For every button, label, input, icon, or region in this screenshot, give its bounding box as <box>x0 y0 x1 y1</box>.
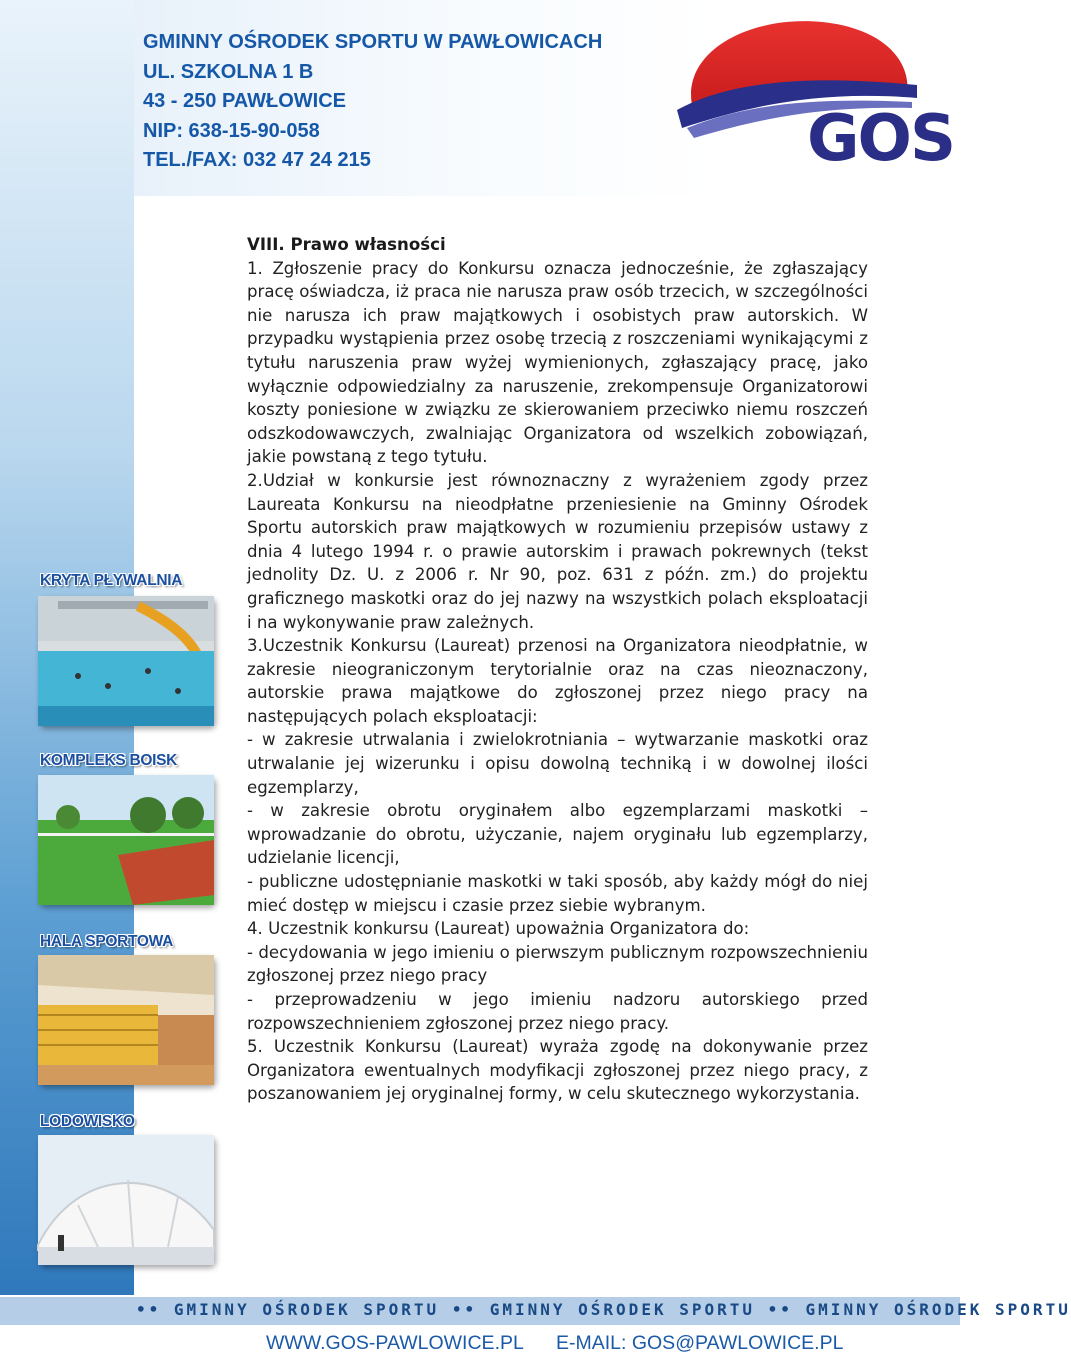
paragraph-3-item-1: - w zakresie utrwalania i zwielokrotniania – wytwarzanie maskotki oraz utrwalanie jej wizerunku i opisu dowolną techniką i w dowolnej ilości egzemplarzy, <box>247 730 868 797</box>
photo-kompleks-boisk <box>38 775 214 905</box>
paragraph-4-item-2: - przeprowadzeniu w jego imieniu nadzoru autorskiego przed rozpowszechnieniem zgłoszonej przez niego pracy. <box>247 990 868 1033</box>
org-nip: NIP: 638-15-90-058 <box>143 119 320 142</box>
logo-text: GOS <box>807 102 955 176</box>
org-city: 43 - 250 PAWŁOWICE <box>143 90 347 112</box>
caption-lodowisko: LODOWISKO <box>40 1113 135 1130</box>
paragraph-2: 2.Udział w konkursie jest równoznaczny z wyrażeniem zgody przez Laureata Konkursu na nieodpłatne przeniesienie na Gminny Ośrodek Sportu autorskich praw majątkowych w rozumieniu przepisów ustawy z dnia 4 lutego 1994 r. o prawie autorskim i prawach pokrewnych (tekst jednolity Dz. U. z 2006 r. Nr 90, poz. 631 z późn. zm.) do projektu graficznego maskotki oraz do jej nazwy na wszystkich polach eksploatacji i na wykonywanie praw zależnych. <box>247 470 868 632</box>
org-street: UL. SZKOLNA 1 B <box>143 60 314 83</box>
paragraph-3: 3.Uczestnik Konkursu (Laureat) przenosi na Organizatora nieodpłatnie, w zakresie nieograniczonym terytorialnie oraz na czas nieoznaczony, autorskie prawa majątkowe do zgłoszonej przez niego pracy na następujących polach eksploatacji: <box>247 636 868 726</box>
footer-website-link[interactable]: WWW.GOS-PAWLOWICE.PL <box>266 1332 524 1354</box>
paragraph-4-item-1: - decydowania w jego imieniu o pierwszym publicznym rozpowszechnieniu zgłoszonej przez niego pracy <box>247 942 868 986</box>
footer-email-link[interactable]: E-MAIL: GOS@PAWLOWICE.PL <box>556 1332 844 1354</box>
paragraph-4: 4. Uczestnik konkursu (Laureat) upoważnia Organizatora do: <box>247 919 750 939</box>
paragraph-1: 1. Zgłoszenie pracy do Konkursu oznacza jednocześnie, że zgłaszający pracę oświadcza, iż praca nie narusza praw osób trzecich, w szczególności nie narusza ich praw majątkowych i osobistych praw autorskich. W przypadku wystąpienia przez osobę trzecią z roszczeniami wynikającymi z tytułu naruszenia praw wyżej wymienionych, zgłaszający pracę, jako wyłącznie odpowiedzialny za naruszenie, zrekompensuje Organizatorowi koszty poniesione w związku ze skierowaniem przeciwko niemu roszczeń odszkodowawczych, zwalniając Organizatora od wszelkich zobowiązań, jakie powstaną z tego tytułu. <box>247 258 868 467</box>
org-phone: TEL./FAX: 032 47 24 215 <box>143 149 371 171</box>
organization-address <box>143 28 602 176</box>
paragraph-5: 5. Uczestnik Konkursu (Laureat) wyraża zgodę na dokonywanie przez Organizatora ewentualnych modyfikacji zgłoszonej przez niego pracy, z poszanowaniem jej oryginalnej formy, w celu skutecznego wykorzystania. <box>247 1037 868 1104</box>
footer-band-text: •• GMINNY OŚRODEK SPORTU •• GMINNY OŚRODEK SPORTU •• GMINNY OŚRODEK SPORTU <box>136 1300 1071 1319</box>
photo-hala-sportowa <box>38 955 214 1085</box>
caption-kompleks-boisk: KOMPLEKS BOISK <box>40 752 178 769</box>
photo-kryta-plywalnia <box>38 596 214 726</box>
document-body <box>247 233 868 1106</box>
paragraph-3-item-2: - w zakresie obrotu oryginałem albo egzemplarzami maskotki – wprowadzanie do obrotu, użyczanie, najem oryginału lub egzemplarzy, udzielanie licencji, <box>247 801 868 868</box>
section-heading: VIII. Prawo własności <box>247 235 446 254</box>
gos-logo <box>672 10 955 180</box>
caption-kryta-plywalnia: KRYTA PŁYWALNIA <box>40 572 183 589</box>
paragraph-3-item-3: - publiczne udostępnianie maskotki w taki sposób, aby każdy mógł do niej mieć dostęp w miejscu i czasie przez siebie wybranym. <box>247 872 868 915</box>
caption-hala-sportowa: HALA SPORTOWA <box>40 933 174 950</box>
photo-lodowisko <box>38 1135 214 1265</box>
org-name: GMINNY OŚRODEK SPORTU W PAWŁOWICACH <box>143 31 603 53</box>
